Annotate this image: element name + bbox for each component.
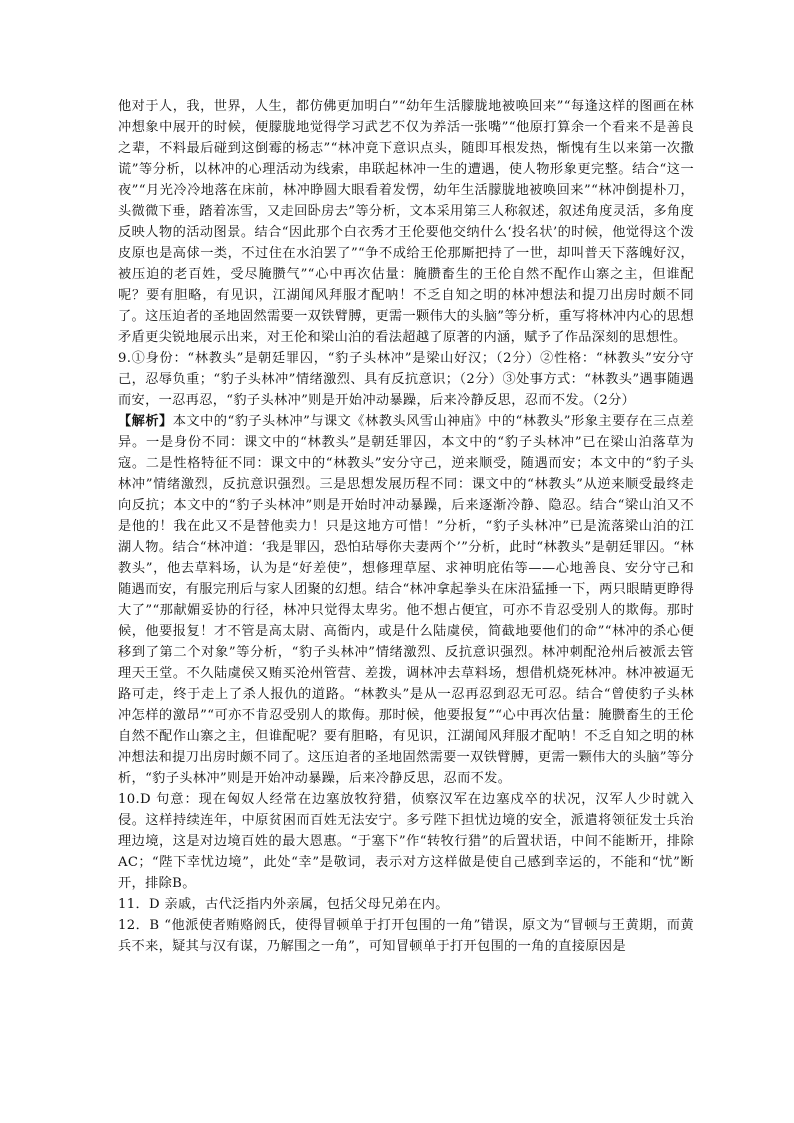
paragraph-answer-9: 9.①身份：“林教头”是朝廷罪囚，“豹子头林冲”是梁山好汉；（2分）②性格：“林教头”安分守己，忍辱负重；“豹子头林冲”情绪激烈、具有反抗意识；（2分）③处事方式：“林教头”遇事随遇而安，一忍再忍，“豹子头林冲”则是开始冲动暴躁，后来冷静反思，忍而不发。（2分） bbox=[118, 351, 694, 408]
analysis-text: 本文中的“豹子头林冲”与课文《林教头风雪山神庙》中的“林教头”形象主要存在三点差异。一是身份不同：课文中的“林教头”是朝廷罪囚，本文中的“豹子头林冲”已在梁山泊落草为寇。二是性格特征不同：课文中的“林教头”安分守己，逆来顺受，随遇而安；本文中的“豹子头林冲”情绪激烈，反抗意识强烈。三是思想发展历程不同：课文中的“林教头”从逆来顺受最终走向反抗；本文中的“豹子头林冲”则是开始时冲动暴躁，后来逐渐冷静、隐忍。结合“梁山泊又不是他的！我在此又不是替他卖力！只是这地方可惜！”分析，“豹子头林冲”已是流落梁山泊的江湖人物。结合“林冲道：‘我是罪囚，恐怕玷辱你夫妻两个’”分析，此时“林教头”是朝廷罪囚。“林教头”，他去草料场，认为是“好差使”，想修理草屋、求神明庇佑等——心地善良、安分守己和随遇而安，有服完刑后与家人团聚的幻想。结合“林冲拿起拳头在床沿猛捶一下，两只眼睛更睁得大了”“那献媚妥协的行径，林冲只觉得太卑劣。他不想占便宜，可亦不肯忍受别人的欺侮。那时候，他要报复！才不管是高太尉、高衙内，或是什么陆虞侯，简截地要他们的命”“林冲的杀心便移到了第二个对象”等分析，“豹子头林冲”情绪激烈、反抗意识强烈。林冲刺配沧州后被派去管理天王堂。不久陆虞侯又贿买沧州管营、差拨，调林冲去草料场，想借机烧死林冲。林冲被逼无路可走，终于走上了杀人报仇的道路。“林教头”是从一忍再忍到忍无可忍。结合“曾使豹子头林冲怎样的激昂”“可亦不肯忍受别人的欺侮。那时候，他要报复”“心中再次估量：腌臜畜生的王伦自然不配作山寨之主，但谁配呢？要有胆略，有见识，江湖闻风拜服才配呐！不乏自知之明的林冲想法和提刀出房时颇不同了。这压迫者的圣地固然需要一双铁臂膊，更需一颗伟大的头脑”等分析，“豹子头林冲”则是开始冲动暴躁，后来冷静反思，忍而不发。 bbox=[118, 414, 695, 786]
paragraph-answer-12: 12．B “他派使者贿赂阏氏，使得冒顿单于打开包围的一角”错误，原文为“冒顿与王黄期，而黄兵不来，疑其与汉有谋，乃解围之一角”，可知冒顿单于打开包围的一角的直接原因是 bbox=[118, 918, 694, 954]
paragraph-answer-8-continued: 他对于人，我，世界，人生，都仿佛更加明白”“幼年生活朦胧地被唤回来”“每逢这样的图画在林冲想象中展开的时候，便朦胧地觉得学习武艺不仅为养活一张嘴”“他原打算余一个看来不是善良之辈，不料最后碰到这倒霉的杨志”“林冲竟下意识点头，随即耳根发热，惭愧有生以来第一次撒谎”等分析，以林冲的心理活动为线索，串联起林冲一生的遭遇，使人物形象更完整。结合“这一夜”“月光冷冷地落在床前，林冲睁圆大眼看着发愣，幼年生活朦胧地被唤回来”“林冲倒提朴刀，头微微下垂，踏着冻雪，又走回卧房去”等分析，文本采用第三人称叙述，叙述角度灵活，多角度反映人物的活动图景。结合“因此那个白衣秀才王伦要他交纳什么‘投名状’的时候，他觉得这个泼皮原也是高俅一类，不过住在水泊罢了”“争不成给王伦那厮把持了一世，却叫普天下落魄好汉，被压迫的老百姓，受尽腌臜气”“心中再次估量：腌臜畜生的王伦自然不配作山寨之主，但谁配呢？要有胆略，有见识，江湖闻风拜服才配呐！不乏自知之明的林冲想法和提刀出房时颇不同了。这压迫者的圣地固然需要一双铁臂膊，更需一颗伟大的头脑”等分析，重写将林冲内心的思想矛盾更尖锐地展示出来，对王伦和梁山泊的看法超越了原著的内涵，赋予了作品深刻的思想性。 bbox=[118, 99, 694, 345]
paragraph-answer-11: 11．D 亲戚，古代泛指内外亲属，包括父母兄弟在内。 bbox=[118, 897, 449, 912]
paragraph-analysis-9 bbox=[118, 411, 694, 789]
page-body bbox=[118, 96, 694, 957]
analysis-tag: 【解析】 bbox=[118, 414, 173, 429]
paragraph-answer-10: 10.D 句意：现在匈奴人经常在边塞放牧狩猎，侦察汉军在边塞戍卒的状况，汉军人少时就入侵。这样持续连年，中原贫困而百姓无法安宁。多亏陛下担忧边境的安全，派遣将领征发士兵治理边境，这是对边境百姓的最大恩惠。“于塞下”作“转牧行猎”的后置状语，中间不能断开，排除AC；“陛下幸忧边境”，此处“幸”是敬词，表示对方这样做是使自己感到幸运的，不能和“忧”断开，排除B。 bbox=[118, 792, 694, 891]
